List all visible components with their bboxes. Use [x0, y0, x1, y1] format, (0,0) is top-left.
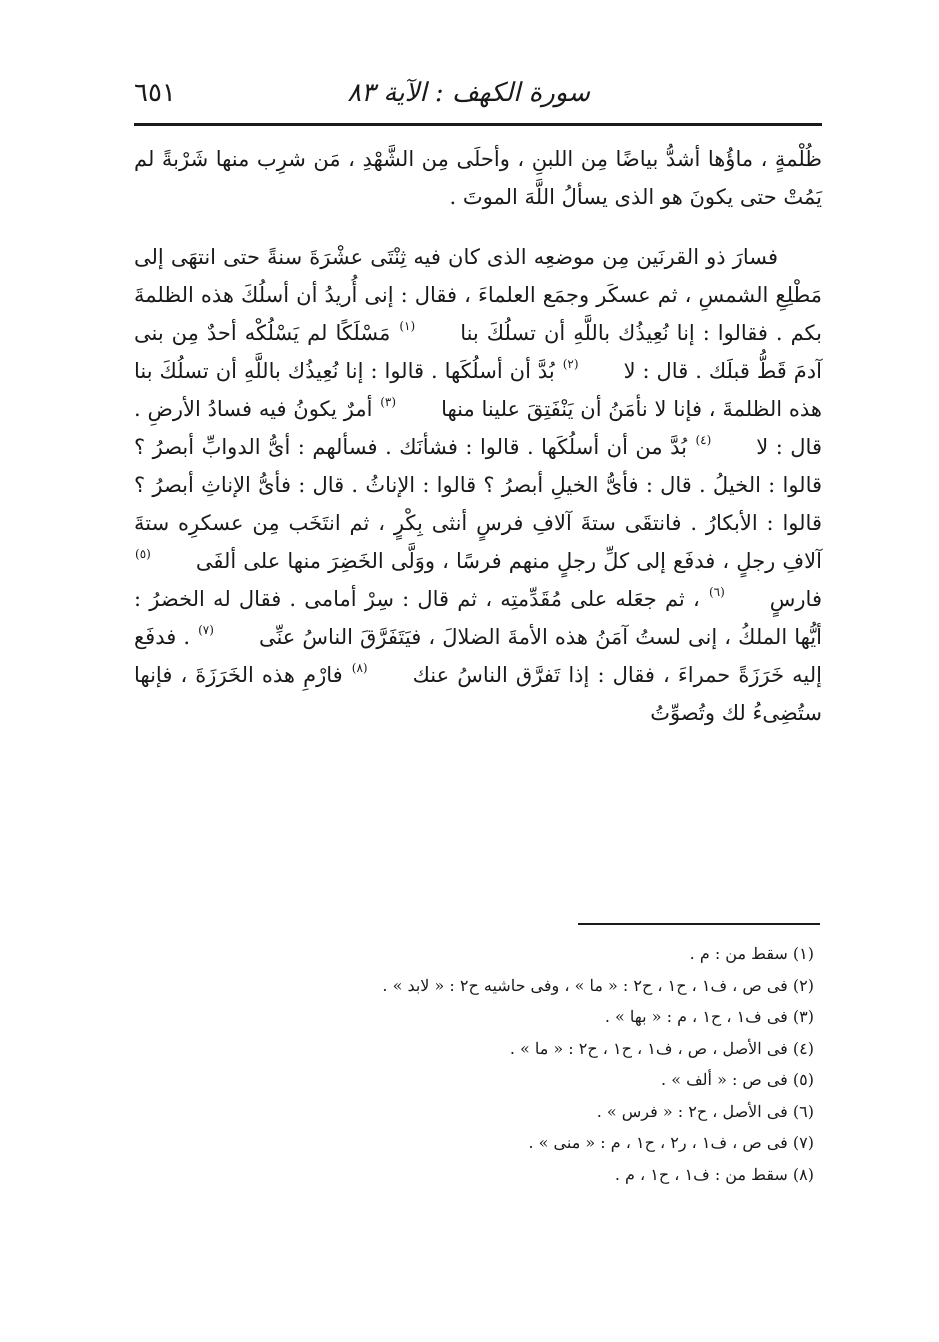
main-text: [134, 140, 822, 732]
text-segment: فسارَ ذو القرنَين مِن موضعِه الذى كان فيه ثِنْتَى عشْرَةَ سنةً حتى انتهَى إلى مَطْلِعِ الشمسِ ، ثم عسكَر وجمَع العلماءَ ، فقال : إنى أُريدُ أن أسلُكَ هذه الظلمةَ بكم . فقالوا : إنا نُعِيذُك باللَّهِ أن تسلُكَ بنا: [134, 245, 822, 345]
footnote-7: (٧) فى ص ، ف١ ، ر٢ ، ح١ ، م : « منى » .: [528, 1133, 814, 1152]
text-segment: . فدفَع إليه خَرَزَةً حمراءَ ، فقال : إذا تَفرَّق الناسُ عنك: [134, 625, 822, 687]
text-segment: فارسٍ: [769, 587, 822, 611]
footnote-marker: (١): [399, 319, 416, 333]
footnote-marker: (٥): [135, 547, 151, 561]
footnote-5: (٥) فى ص : « ألف » .: [661, 1070, 814, 1089]
footnote-rule: [578, 923, 820, 925]
footnote-marker: (٣): [380, 395, 397, 409]
paragraph-2: [134, 238, 822, 732]
footnote-marker: (٤): [695, 433, 712, 447]
footnote-4: (٤) فى الأصل ، ص ، ف١ ، ح١ ، ح٢ : « ما » .: [509, 1038, 814, 1058]
running-title: سورة الكهف : الآية ٨٣: [347, 78, 590, 108]
paragraph-1: ظُلْمةٍ ، ماؤُها أشدُّ بياضًا مِن اللبنِ ، وأحلَى مِن الشَّهْدِ ، مَن شرِب منها شَرْبةً لم يَمُتْ حتى يكونَ هو الذى يسألُ اللَّهَ الموتَ .: [134, 147, 822, 209]
footnote-marker: (٧): [198, 623, 214, 637]
footnote-marker: (٦): [708, 585, 725, 599]
text-segment: مَسْلَكًا لم يَسْلُكْه أحدٌ مِن بنى آدمَ قَطُّ قبلَك . قال : لا: [134, 321, 822, 383]
header-rule: [134, 123, 822, 126]
text-segment: فارْمِ هذه الخَرَزَةَ ، فإنها ستُضِىءُ لك وتُصوِّتُ: [134, 663, 822, 725]
text-segment: ، ثم جعَله على مُقَدِّمتِه ، ثم قال : سِرْ أمامى . فقال له الخضرُ : أيُّها الملكُ ، إنى لستُ آمَنُ هذه الأمةَ الضلالَ ، فيَتَفَرَّقَ الناسُ عنِّى: [134, 587, 822, 649]
footnote-marker: (٨): [351, 661, 368, 675]
footnote-2: (٢) فى ص ، ف١ ، ح١ ، ح٢ : « ما » ، وفى حاشيه ح٢ : « لابد » .: [382, 975, 814, 995]
page-number: ٦٥١: [134, 78, 176, 108]
text-segment: بُدَّ أن أسلُكَها . قالوا : إنا نُعِيذُك باللَّهِ أن تسلُكَ بنا هذه الظلمةَ ، فإنا لا نأمَنُ أن يَنْفَتِقَ علينا منها: [134, 359, 823, 421]
footnote-8: (٨) سقط من : ف١ ، ح١ ، م .: [614, 1164, 814, 1184]
footnote-6: (٦) فى الأصل ، ح٢ : « فرس » .: [596, 1101, 814, 1121]
footnote-1: (١) سقط من : م .: [689, 944, 814, 963]
footnote-marker: (٢): [562, 357, 579, 371]
footnote-3: (٣) فى ف١ ، ح١ ، م : « بها » .: [604, 1007, 814, 1026]
page-header: [134, 72, 822, 122]
text-segment: بُدَّ من أن أسلُكَها . قالوا : فشأنَك . فسألهم : أىُّ الدوابِّ أبصرُ ؟ قالوا : الخيلُ . قال : فأىُّ الخيلِ أبصرُ ؟ قالوا : الإناثُ . قال : فأىُّ الإناثِ أبصرُ ؟ قالوا : الأبكارُ . فانتقَى ستةَ آلافِ فرسٍ أنثى بِكْرٍ ، ثم انتَخَب مِن عسكرِه ستةَ آلافِ رجلٍ ، فدفَع إلى كلِّ رجلٍ منهم فرسًا ، ووَلَّى الخَضِرَ منها على ألفَى: [134, 435, 822, 573]
text-segment: أمرٌ يكونُ فيه فسادُ الأرضِ . قال : لا: [134, 397, 822, 459]
footnotes: [134, 938, 814, 1190]
